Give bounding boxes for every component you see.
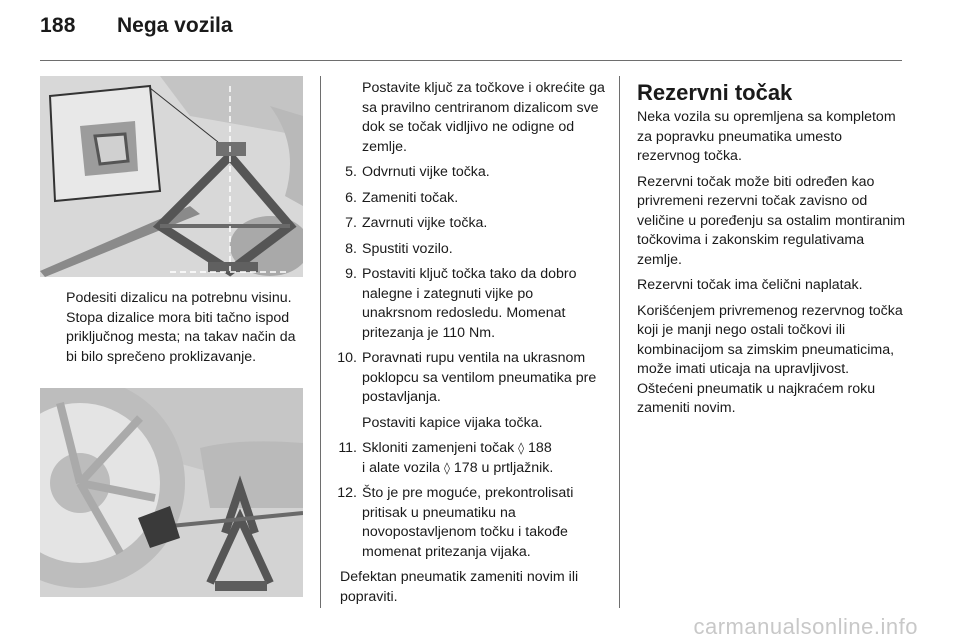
step-8 [336,240,606,260]
step-10 [336,349,606,408]
jack-under-car-drawing [40,388,303,597]
paragraph: Neka vozila su opremljena sa kompletom za popravku pneumatika umesto rezervnog točka. [637,109,896,164]
step-number: 6. [345,189,357,206]
paragraph: Korišćenjem privremenog rezervnog točka koji je manji nego ostali točkovi ili kombinacijom sa zimskim pneumaticima, može imati uticaja na upravljivost. Oštećeni pneumatik u najkraćem roku zameniti novim. [637,302,903,416]
page-reference-link[interactable]: 178 u prtljažnik. [453,459,554,476]
step-intro [336,79,606,157]
step-text: Poravnati rupu ventila na ukrasnom poklopcu sa ventilom pneumatika pre postavljanja. [362,350,597,405]
cross-reference-icon: ◊ [518,441,525,455]
step-text: Postaviti kapice vijaka točka. [362,414,543,431]
step-9 [336,265,606,343]
jack-positioning-illustration [40,76,303,277]
jack-positioning-drawing [40,76,303,277]
step-text: Skloniti zamenjeni točak [362,440,515,456]
step-text: Postaviti ključ točka tako da dobro nalegne i zategnuti vijke po unakrsnom redosledu. Momenat pritezanja je 110 Nm. [362,266,577,341]
closing-text: Defektan pneumatik zameniti novim ili popraviti. [340,569,579,605]
step-5 [336,163,606,183]
figure-caption: Podesiti dizalicu na potrebnu visinu. Stopa dizalice mora biti tačno ispod priključnog mesta; na takav način da bi bilo sprečeno proklizavanje. [66,290,296,365]
step-number: 5. [345,164,357,180]
step-text: Zavrnuti vijke točka. [362,215,488,231]
jack-under-car-illustration [40,388,303,597]
step-text: Spustiti vozilo. [362,240,453,257]
step-text: Što je pre moguće, prekontrolisati pritisak u pneumatiku na novopostavljenom točku i takođe momenat pritezanja vijaka. [362,485,574,560]
section-body [637,108,907,425]
page-number: 188 [40,14,76,37]
step-number: 9. [345,266,357,282]
step-number: 7. [345,215,357,231]
procedure-steps [336,79,606,613]
cross-reference-icon: ◊ [444,460,450,475]
column-divider-right [619,76,620,608]
step-11 [336,439,606,478]
page-reference-link[interactable]: 188 [528,440,552,456]
header-divider [40,60,902,61]
column-divider-left [320,76,321,608]
closing-note [336,568,606,607]
paragraph: Rezervni točak može biti određen kao privremeni rezervni točak zavisno od veličine u poređenju sa ostalim montiranim točkovima i zakonskim regulativama zemlje. [637,173,906,268]
step-number: 11. [338,440,357,456]
step-intro-text: Postavite ključ za točkove i okrećite ga sa pravilno centriranom dizalicom sve dok se točak vidljivo ne odigne od zemlje. [362,80,605,155]
step-number: 8. [345,240,357,257]
step-text: Zameniti točak. [362,189,459,206]
watermark: carmanualsonline.info [693,614,918,639]
step-text: Odvrnuti vijke točka. [362,164,490,180]
paragraph: Rezervni točak ima čelični naplatak. [637,277,863,293]
step-text: i alate vozila [362,459,441,476]
page-title: Nega vozila [117,14,233,37]
step-12 [336,484,606,562]
step-7 [336,214,606,234]
step-10-note [336,414,606,434]
step-number: 12. [337,485,357,501]
step-6 [336,189,606,209]
section-title: Rezervni točak [637,80,793,105]
step-number: 10. [337,350,357,366]
